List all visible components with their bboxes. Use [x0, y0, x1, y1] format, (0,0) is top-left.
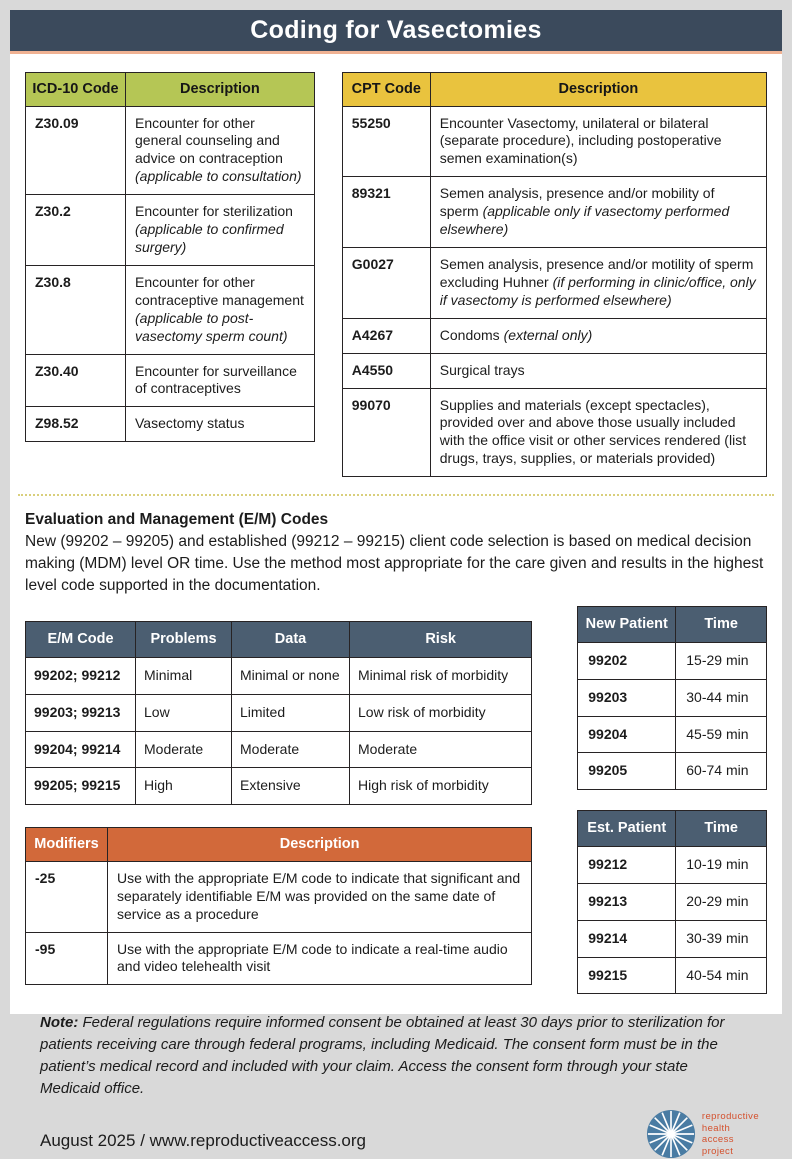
description-cell — [430, 388, 766, 477]
table-header-row — [26, 828, 532, 862]
table-row — [26, 731, 532, 768]
rhap-logo — [646, 1109, 759, 1159]
description-cell: Use with the appropriate E/M code to indicate a real-time audio and video telehealth visit — [108, 932, 532, 985]
time-cell: 20-29 min — [676, 883, 767, 920]
data-cell: Limited — [232, 694, 350, 731]
new-patient-table — [577, 606, 767, 790]
code-cell: 99205 — [578, 753, 676, 790]
time-cell: 40-54 min — [676, 957, 767, 994]
table-row — [578, 679, 767, 716]
code-cell: 99202; 99212 — [26, 657, 136, 694]
table-row — [578, 642, 767, 679]
description-text: Semen analysis, presence and/or motility of sperm excluding Huhner — [439, 255, 754, 290]
time-cell: 60-74 min — [676, 753, 767, 790]
cpt-code-header: CPT Code — [342, 73, 430, 107]
data-cell: Minimal or none — [232, 657, 350, 694]
code-cell: 89321 — [342, 177, 430, 248]
table-row — [578, 846, 767, 883]
logo-line: health — [701, 1122, 731, 1134]
table-row — [342, 106, 766, 177]
problems-cell: Minimal — [136, 657, 232, 694]
code-cell: 99212 — [578, 846, 676, 883]
risk-cell: High risk of morbidity — [350, 768, 532, 805]
consent-note — [40, 1012, 752, 1099]
code-cell: 99204; 99214 — [26, 731, 136, 768]
description-cell — [126, 106, 315, 195]
data-cell: Moderate — [232, 731, 350, 768]
note-text: Federal regulations require informed consent be obtained at least 30 days prior to sterilization for patients receiving care through federal programs, including Medicaid. The consent form must be in the patient’s medical record and included with your claim. Access the consent form through your state Medicaid office. — [40, 1014, 725, 1097]
table-row — [26, 195, 315, 266]
code-cell: Z98.52 — [26, 407, 126, 442]
table-row — [342, 388, 766, 477]
icd10-code-header: ICD-10 Code — [26, 73, 126, 107]
table-header-row — [26, 73, 315, 107]
description-italic-text: (applicable to consultation) — [135, 168, 302, 185]
code-cell: 99213 — [578, 883, 676, 920]
description-cell — [430, 247, 766, 318]
description-cell — [430, 318, 766, 353]
table-row — [26, 861, 532, 932]
description-text: Supplies and materials (except spectacles), provided over and above those usually included with the office visit or other services rendered (list drugs, trays, supplies, or materials provided) — [439, 396, 747, 467]
description-italic-text: (applicable to post-vasectomy sperm count) — [135, 309, 288, 344]
description-text: Encounter for other contraceptive management — [135, 273, 304, 308]
new-patient-header: New Patient — [578, 607, 676, 643]
table-row — [26, 694, 532, 731]
table-row — [26, 932, 532, 985]
icd10-table — [25, 72, 315, 442]
code-cell: 99070 — [342, 388, 430, 477]
modifiers-table — [25, 827, 532, 985]
table-row — [578, 753, 767, 790]
description-text: Condoms — [439, 326, 504, 343]
table-row — [342, 318, 766, 353]
description-cell — [126, 354, 315, 407]
time-header: Time — [676, 811, 767, 847]
code-cell: 99214 — [578, 920, 676, 957]
table-row — [26, 106, 315, 195]
description-cell: Use with the appropriate E/M code to indicate that significant and separately identifiable E/M was provided on the same date of service as a procedure — [108, 861, 532, 932]
logo-wordmark — [702, 1111, 759, 1159]
em-section-intro: New (99202 – 99205) and established (99212 – 99215) client code selection is based on medical decision making (MDM) level OR time. Use the method most appropriate for the care given and results in the highest level code supported in the documentation. — [25, 533, 764, 595]
footer-date-url: August 2025 / www.reproductiveaccess.org — [40, 1131, 367, 1151]
logo-line: access — [701, 1134, 734, 1146]
content — [10, 54, 782, 1159]
problems-cell: High — [136, 768, 232, 805]
code-cell: -95 — [26, 932, 108, 985]
title-bar — [10, 10, 782, 54]
risk-cell: Low risk of morbidity — [350, 694, 532, 731]
problems-header: Problems — [136, 622, 232, 658]
description-text: Vasectomy status — [135, 415, 245, 432]
code-cell: 99202 — [578, 642, 676, 679]
time-cell: 45-59 min — [676, 716, 767, 753]
table-header-row — [342, 73, 766, 107]
modifiers-description-header: Description — [108, 828, 532, 862]
cpt-description-header: Description — [430, 73, 766, 107]
document-page — [10, 10, 782, 1158]
description-cell — [126, 407, 315, 442]
lower-tables-section — [25, 606, 767, 994]
time-cell: 10-19 min — [676, 846, 767, 883]
dotted-divider — [18, 494, 774, 496]
note-label: Note: — [40, 1014, 79, 1032]
em-code-header: E/M Code — [26, 622, 136, 658]
page-title: Coding for Vasectomies — [250, 16, 542, 44]
table-row — [26, 768, 532, 805]
description-italic-text: (applicable to confirmed surgery) — [135, 221, 284, 255]
em-section-heading: Evaluation and Management (E/M) Codes — [25, 511, 329, 529]
modifiers-header: Modifiers — [26, 828, 108, 862]
description-italic-text: (if performing in clinic/office, only if vasectomy is performed elsewhere) — [439, 273, 756, 308]
table-row — [578, 716, 767, 753]
code-cell: A4267 — [342, 318, 430, 353]
code-cell: Z30.09 — [26, 106, 126, 195]
table-row — [578, 920, 767, 957]
table-row — [578, 957, 767, 994]
code-cell: Z30.2 — [26, 195, 126, 266]
description-text: Encounter Vasectomy, unilateral or bilateral (separate procedure), including postoperative semen examination(s) — [439, 114, 722, 167]
code-cell: 99215 — [578, 957, 676, 994]
code-cell: G0027 — [342, 247, 430, 318]
time-header: Time — [676, 607, 767, 643]
description-italic-text: (applicable only if vasectomy performed elsewhere) — [439, 203, 730, 238]
cpt-table — [342, 72, 767, 477]
risk-cell: Minimal risk of morbidity — [350, 657, 532, 694]
table-row — [342, 177, 766, 248]
data-header: Data — [232, 622, 350, 658]
problems-cell: Low — [136, 694, 232, 731]
code-cell: 99204 — [578, 716, 676, 753]
description-text: Encounter for surveillance of contraceptives — [135, 362, 297, 397]
est-patient-table — [577, 810, 767, 994]
description-cell — [430, 177, 766, 248]
description-text: Encounter for other general counseling and advice on contraception — [135, 114, 283, 167]
risk-header: Risk — [350, 622, 532, 658]
table-row — [26, 657, 532, 694]
risk-cell: Moderate — [350, 731, 532, 768]
logo-line: reproductive — [701, 1110, 759, 1122]
description-cell — [126, 195, 315, 266]
description-text: Encounter for sterilization — [135, 203, 293, 220]
table-header-row — [578, 811, 767, 847]
table-row — [342, 353, 766, 388]
code-cell: Z30.40 — [26, 354, 126, 407]
right-column — [577, 606, 767, 994]
code-cell: 99205; 99215 — [26, 768, 136, 805]
problems-cell: Moderate — [136, 731, 232, 768]
footer — [40, 1109, 759, 1159]
code-cell: A4550 — [342, 353, 430, 388]
em-intro-section — [25, 509, 767, 597]
data-cell: Extensive — [232, 768, 350, 805]
description-cell — [430, 106, 766, 177]
table-row — [26, 265, 315, 354]
code-tables-section — [25, 72, 767, 477]
description-text: Semen analysis, presence and/or mobility of sperm — [439, 185, 715, 220]
time-cell: 30-39 min — [676, 920, 767, 957]
description-text: Surgical trays — [439, 361, 525, 378]
logo-line: project — [701, 1146, 734, 1158]
description-italic-text: (external only) — [503, 326, 593, 343]
table-row — [578, 883, 767, 920]
code-cell: -25 — [26, 861, 108, 932]
description-cell — [430, 353, 766, 388]
sunburst-logo-icon — [646, 1109, 696, 1159]
est-patient-header: Est. Patient — [578, 811, 676, 847]
time-cell: 15-29 min — [676, 642, 767, 679]
table-header-row — [26, 622, 532, 658]
time-cell: 30-44 min — [676, 679, 767, 716]
left-column — [25, 606, 532, 994]
code-cell: Z30.8 — [26, 265, 126, 354]
code-cell: 99203 — [578, 679, 676, 716]
icd10-description-header: Description — [126, 73, 315, 107]
table-header-row — [578, 607, 767, 643]
description-cell — [126, 265, 315, 354]
code-cell: 55250 — [342, 106, 430, 177]
table-row — [26, 407, 315, 442]
em-code-table — [25, 621, 532, 805]
code-cell: 99203; 99213 — [26, 694, 136, 731]
table-row — [342, 247, 766, 318]
table-row — [26, 354, 315, 407]
